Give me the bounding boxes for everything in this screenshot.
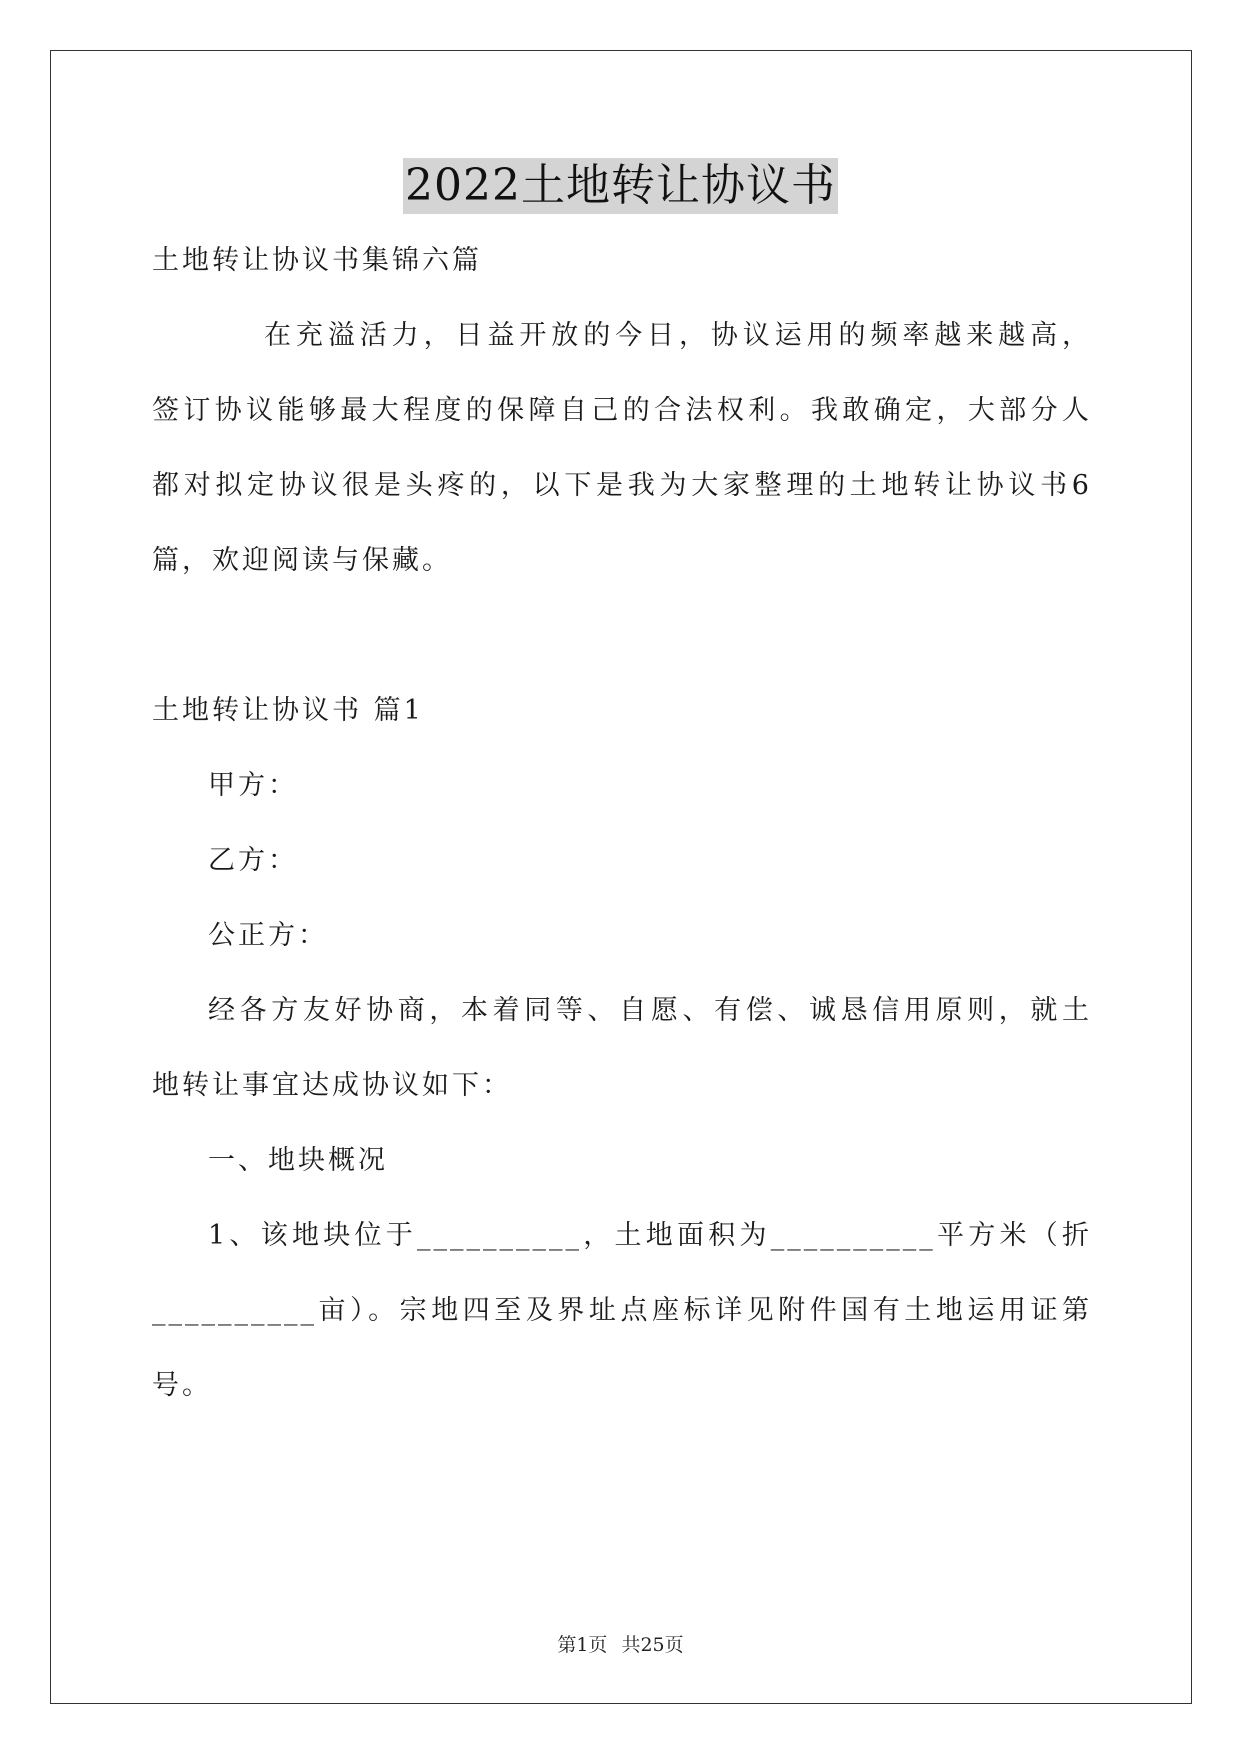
- body-line: 在充溢活力，日益开放的今日，协议运用的频率越来越高，: [264, 320, 1092, 351]
- body-line: 1、该地块位于__________，土地面积为__________平方米（折: [208, 1220, 1092, 1251]
- section-heading: 土地转让协议书 篇1: [152, 695, 424, 726]
- party-b-label: 乙方：: [208, 845, 298, 876]
- party-a-label: 甲方：: [208, 770, 298, 801]
- clause-heading: 一、地块概况: [208, 1145, 388, 1176]
- page-footer: [0, 1630, 1241, 1657]
- title-container: [0, 158, 1241, 214]
- body-line: 篇，欢迎阅读与保藏。: [152, 545, 452, 576]
- page-total: 共25页: [621, 1634, 684, 1656]
- body-line: 号。: [152, 1370, 212, 1401]
- body-line: 经各方友好协商，本着同等、自愿、有偿、诚恳信用原则，就土: [208, 995, 1092, 1026]
- body-line: 签订协议能够最大程度的保障自己的合法权利。我敢确定，大部分人: [152, 395, 1092, 426]
- body-line: __________亩）。宗地四至及界址点座标详见附件国有土地运用证第: [152, 1295, 1092, 1326]
- body-line: 土地转让协议书集锦六篇: [152, 245, 482, 276]
- notary-label: 公正方：: [208, 920, 328, 951]
- document-title: 2022土地转让协议书: [403, 158, 838, 214]
- page-border: [50, 50, 1192, 1704]
- body-line: 都对拟定协议很是头疼的，以下是我为大家整理的土地转让协议书6: [152, 470, 1092, 501]
- body-line: 地转让事宜达成协议如下：: [152, 1070, 512, 1101]
- page-number: 第1页: [557, 1634, 608, 1656]
